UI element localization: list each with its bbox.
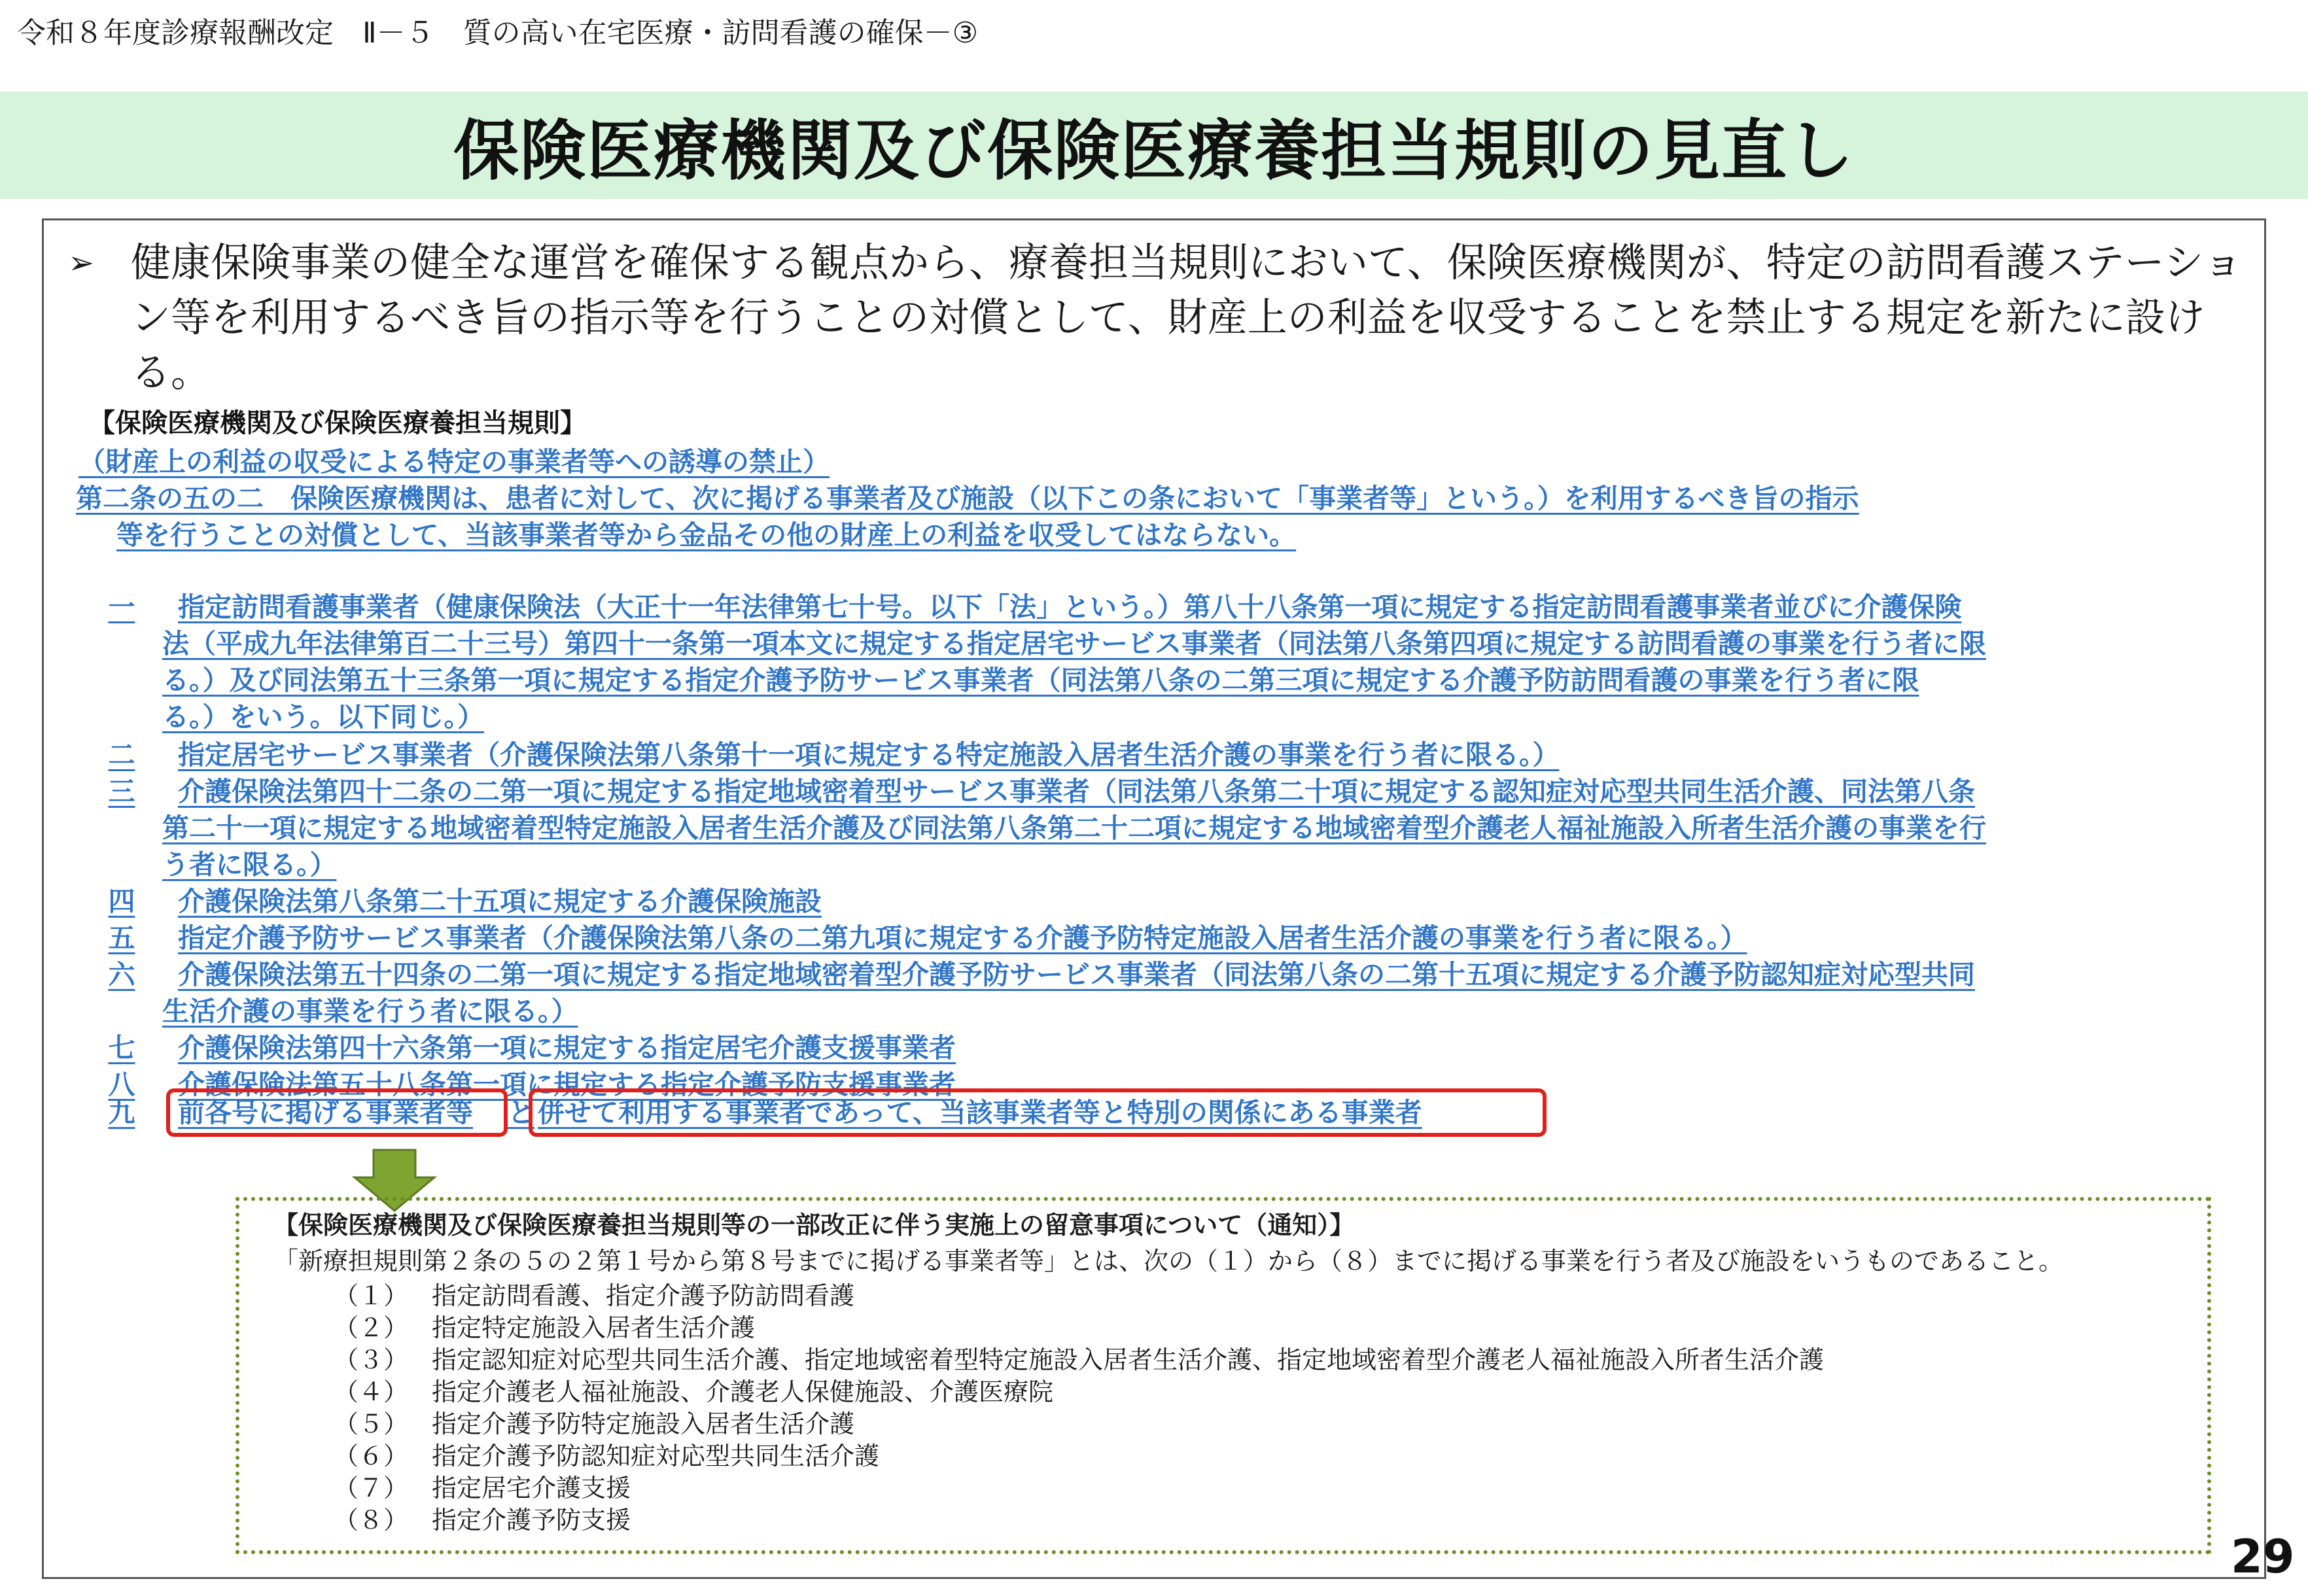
item-3-line-1: 介護保険法第四十二条の二第一項に規定する指定地域密着型サービス事業者（同法第八条第二十項に規定する認知症対応型共同生活介護、同法第八条	[178, 776, 1975, 807]
item-1-line-4: る。）をいう。以下同じ。）	[162, 701, 484, 733]
notice-item-text: 指定特定施設入居者生活介護	[432, 1313, 756, 1342]
item-number-2: 二	[108, 739, 135, 771]
article-text-line-2: 等を行うことの対償として、当該事業者等から金品その他の財産上の利益を収受してはならない。	[116, 519, 1297, 551]
summary-paragraph	[68, 235, 2266, 400]
item-number-1: 一	[108, 591, 135, 623]
notice-item-number: （５）	[334, 1410, 409, 1438]
item-4-line-1: 介護保険法第八条第二十五項に規定する介護保険施設	[178, 886, 822, 917]
notice-item-number: （１）	[334, 1281, 409, 1310]
item-number-3: 三	[108, 776, 135, 807]
regulation-subheading: （財産上の利益の収受による特定の事業者等への誘導の禁止）	[79, 446, 830, 477]
item-number-5: 五	[108, 922, 135, 954]
item-number-8: 八	[108, 1069, 135, 1100]
item-number-4: 四	[108, 886, 135, 917]
item-1-line-3: る。）及び同法第五十三条第一項に規定する指定介護予防サービス事業者（同法第八条の二第三項に規定する介護予防訪問看護の事業を行う者に限	[162, 665, 1919, 696]
notice-title: 【保険医療機関及び保険医療養担当規則等の一部改正に伴う実施上の留意事項について（通知）】	[273, 1211, 1355, 1240]
notice-item-text: 指定介護予防支援	[432, 1506, 631, 1535]
notice-item-number: （４）	[334, 1378, 409, 1406]
item-5-line-1: 指定介護予防サービス事業者（介護保険法第八条の二第九項に規定する介護予防特定施設入居者生活介護の事業を行う者に限る。）	[178, 922, 1747, 954]
item-3-line-2: 第二十一項に規定する地域密着型特定施設入居者生活介護及び同法第八条第二十二項に規定する地域密着型介護老人福祉施設入所者生活介護の事業を行	[162, 812, 1986, 844]
breadcrumb: 令和８年度診療報酬改定 Ⅱ－５ 質の高い在宅医療・訪問看護の確保－③	[17, 16, 979, 50]
item-number-9: 九	[108, 1097, 135, 1128]
notice-item-number: （８）	[334, 1506, 409, 1535]
notice-item-text: 指定介護老人福祉施設、介護老人保健施設、介護医療院	[432, 1378, 1054, 1406]
item-8-line-1: 介護保険法第五十八条第一項に規定する指定介護予防支援事業者	[178, 1069, 956, 1100]
notice-item-text: 指定認知症対応型共同生活介護、指定地域密着型特定施設入居者生活介護、指定地域密着型介護老人福祉施設入所者生活介護	[432, 1345, 1825, 1374]
item-6-line-1: 介護保険法第五十四条の二第一項に規定する指定地域密着型介護予防サービス事業者（同法第八条の二第十五項に規定する介護予防認知症対応型共同	[178, 959, 1975, 990]
summary-text: 健康保険事業の健全な運営を確保する観点から、療養担当規則において、保険医療機関が、特定の訪問看護ステーション等を利用するべき旨の指示等を行うことの対償として、財産上の利益を収受することを禁止する規定を新たに設ける。	[131, 239, 2243, 396]
notice-item-text: 指定訪問看護、指定介護予防訪問看護	[432, 1281, 855, 1310]
item-9-part2: 併せて利用する事業者であって、当該事業者等と特別の関係にある事業者	[538, 1097, 1422, 1128]
title-band	[0, 92, 2308, 199]
page-number: 29	[2231, 1530, 2295, 1584]
page-title: 保険医療機関及び保険医療養担当規則の見直し	[453, 113, 1855, 189]
item-1-line-1: 指定訪問看護事業者（健康保険法（大正十一年法律第七十号。以下「法」という。）第八十八条第一項に規定する指定訪問看護事業者並びに介護保険	[178, 591, 1962, 623]
notice-item-number: （６）	[334, 1442, 409, 1470]
item-2-line-1: 指定居宅サービス事業者（介護保険法第八条第十一項に規定する特定施設入居者生活介護の事業を行う者に限る。）	[178, 739, 1560, 771]
bullet-arrow-icon: ➢	[68, 245, 95, 281]
notice-item-text: 指定介護予防特定施設入居者生活介護	[432, 1410, 855, 1438]
notice-item-text: 指定介護予防認知症対応型共同生活介護	[432, 1442, 880, 1470]
item-number-7: 七	[108, 1032, 135, 1064]
item-1-line-2: 法（平成九年法律第百二十三号）第四十一条第一項本文に規定する指定居宅サービス事業者（同法第八条第四項に規定する訪問看護の事業を行う者に限	[162, 628, 1986, 659]
item-6-line-2: 生活介護の事業を行う者に限る。）	[162, 996, 578, 1027]
article-text-line-1: 第二条の五の二 保険医療機関は、患者に対して、次に掲げる事業者及び施設（以下この条において「事業者等」という。）を利用するべき旨の指示	[76, 483, 1859, 514]
notice-item-number: （２）	[334, 1313, 409, 1342]
highlight-box-2	[529, 1088, 1547, 1137]
regulation-title: 【保険医療機関及び保険医療養担当規則】	[89, 408, 586, 438]
notice-item-text: 指定居宅介護支援	[432, 1474, 631, 1502]
highlight-box-1	[166, 1088, 508, 1137]
item-7-line-1: 介護保険法第四十六条第一項に規定する指定居宅介護支援事業者	[178, 1032, 956, 1064]
item-9-part1: 前各号に掲げる事業者等	[178, 1097, 473, 1128]
notice-item-number: （３）	[334, 1345, 409, 1374]
item-number-6: 六	[108, 959, 135, 990]
notice-intro: 「新療担規則第２条の５の２第１号から第８号までに掲げる事業者等」とは、次の（１）から（８）までに掲げる事業を行う者及び施設をいうものであること。	[273, 1247, 2064, 1275]
item-3-line-3: う者に限る。）	[162, 849, 337, 880]
item-9-joiner: と	[508, 1097, 534, 1128]
notice-item-number: （７）	[334, 1474, 409, 1502]
